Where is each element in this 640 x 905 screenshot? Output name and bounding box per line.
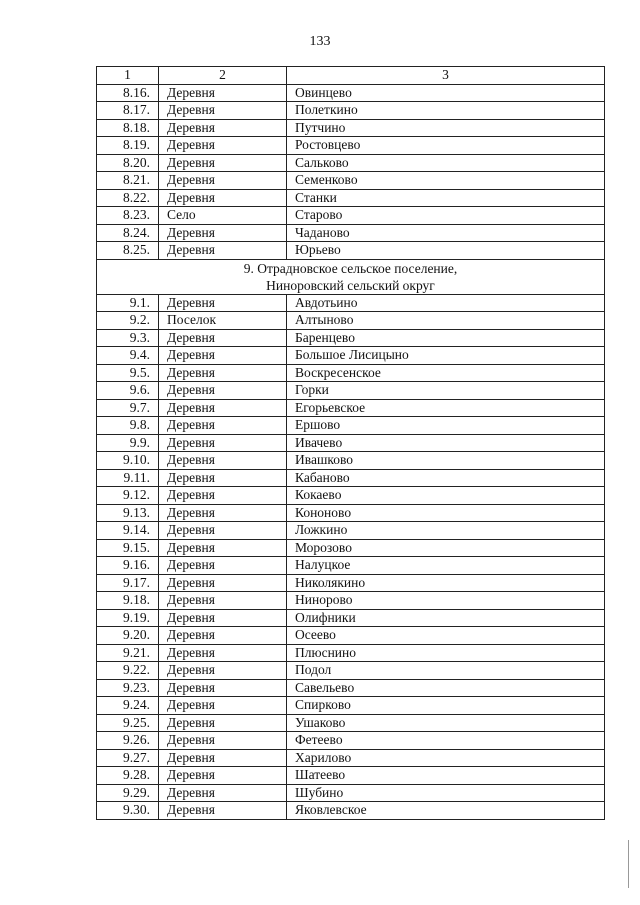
table-row <box>97 574 605 592</box>
row-number-cell: 9.8. <box>97 417 159 435</box>
table-row <box>97 102 605 120</box>
settlement-type-cell: Деревня <box>159 102 287 120</box>
settlement-type-cell: Деревня <box>159 539 287 557</box>
settlement-name-cell: Нинорово <box>287 592 605 610</box>
settlement-type-cell: Деревня <box>159 679 287 697</box>
settlement-name-cell: Ростовцево <box>287 137 605 155</box>
settlement-name-cell: Воскресенское <box>287 364 605 382</box>
row-number-cell: 8.22. <box>97 189 159 207</box>
row-number-cell: 9.5. <box>97 364 159 382</box>
settlement-type-cell: Деревня <box>159 417 287 435</box>
settlement-name-cell: Подол <box>287 662 605 680</box>
settlement-name-cell: Сальково <box>287 154 605 172</box>
row-number-cell: 8.18. <box>97 119 159 137</box>
row-number-cell: 9.12. <box>97 487 159 505</box>
settlement-name-cell: Налуцкое <box>287 557 605 575</box>
table-row <box>97 417 605 435</box>
row-number-cell: 9.25. <box>97 714 159 732</box>
table-row <box>97 172 605 190</box>
settlement-name-cell: Кокаево <box>287 487 605 505</box>
settlement-type-cell: Деревня <box>159 382 287 400</box>
settlement-type-cell: Деревня <box>159 767 287 785</box>
section-title-line-2: Ниноровский сельский округ <box>266 277 435 293</box>
table-row <box>97 224 605 242</box>
table-row <box>97 679 605 697</box>
settlement-name-cell: Ивачево <box>287 434 605 452</box>
row-number-cell: 9.17. <box>97 574 159 592</box>
table-row <box>97 802 605 820</box>
row-number-cell: 8.16. <box>97 84 159 102</box>
row-number-cell: 9.14. <box>97 522 159 540</box>
row-number-cell: 9.15. <box>97 539 159 557</box>
row-number-cell: 9.10. <box>97 452 159 470</box>
settlement-type-cell: Деревня <box>159 487 287 505</box>
row-number-cell: 9.26. <box>97 732 159 750</box>
settlement-name-cell: Фетеево <box>287 732 605 750</box>
settlement-type-cell: Село <box>159 207 287 225</box>
table-row <box>97 504 605 522</box>
row-number-cell: 9.22. <box>97 662 159 680</box>
settlement-name-cell: Ушаково <box>287 714 605 732</box>
column-header-name: 3 <box>287 67 605 85</box>
settlement-type-cell: Деревня <box>159 84 287 102</box>
settlement-name-cell: Осеево <box>287 627 605 645</box>
row-number-cell: 8.21. <box>97 172 159 190</box>
settlement-name-cell: Полеткино <box>287 102 605 120</box>
settlement-name-cell: Спирково <box>287 697 605 715</box>
table-row <box>97 294 605 312</box>
settlement-name-cell: Егорьевское <box>287 399 605 417</box>
section-heading <box>97 259 605 294</box>
settlement-name-cell: Ершово <box>287 417 605 435</box>
header-row <box>97 67 605 85</box>
row-number-cell: 9.29. <box>97 784 159 802</box>
row-number-cell: 9.3. <box>97 329 159 347</box>
settlement-name-cell: Савельево <box>287 679 605 697</box>
settlement-name-cell: Харилово <box>287 749 605 767</box>
table-row <box>97 644 605 662</box>
settlement-name-cell: Ложкино <box>287 522 605 540</box>
settlement-name-cell: Николякино <box>287 574 605 592</box>
settlement-type-cell: Деревня <box>159 592 287 610</box>
table-row <box>97 469 605 487</box>
table-row <box>97 329 605 347</box>
table-row <box>97 347 605 365</box>
settlement-name-cell: Большое Лисицыно <box>287 347 605 365</box>
row-number-cell: 9.6. <box>97 382 159 400</box>
settlement-type-cell: Деревня <box>159 434 287 452</box>
row-number-cell: 9.1. <box>97 294 159 312</box>
table-row <box>97 189 605 207</box>
settlement-type-cell: Деревня <box>159 469 287 487</box>
table-row <box>97 767 605 785</box>
settlement-name-cell: Олифники <box>287 609 605 627</box>
table-row <box>97 84 605 102</box>
table-row <box>97 592 605 610</box>
settlement-type-cell: Деревня <box>159 119 287 137</box>
table-row <box>97 487 605 505</box>
settlement-name-cell: Шубино <box>287 784 605 802</box>
settlement-type-cell: Деревня <box>159 697 287 715</box>
row-number-cell: 9.11. <box>97 469 159 487</box>
settlements-table <box>96 66 605 820</box>
settlement-type-cell: Деревня <box>159 242 287 260</box>
row-number-cell: 9.18. <box>97 592 159 610</box>
settlement-type-cell: Деревня <box>159 714 287 732</box>
settlement-type-cell: Поселок <box>159 312 287 330</box>
row-number-cell: 8.17. <box>97 102 159 120</box>
table-row <box>97 434 605 452</box>
table-row <box>97 557 605 575</box>
table-row <box>97 242 605 260</box>
settlement-type-cell: Деревня <box>159 452 287 470</box>
page-number: 133 <box>309 34 331 49</box>
settlement-type-cell: Деревня <box>159 399 287 417</box>
table-row <box>97 627 605 645</box>
settlement-name-cell: Чаданово <box>287 224 605 242</box>
settlement-name-cell: Алтыново <box>287 312 605 330</box>
row-number-cell: 9.19. <box>97 609 159 627</box>
settlement-name-cell: Авдотьино <box>287 294 605 312</box>
settlement-type-cell: Деревня <box>159 329 287 347</box>
table-row <box>97 662 605 680</box>
settlement-name-cell: Плюснино <box>287 644 605 662</box>
settlement-type-cell: Деревня <box>159 189 287 207</box>
table-row <box>97 452 605 470</box>
table-row <box>97 609 605 627</box>
table-row <box>97 749 605 767</box>
settlement-type-cell: Деревня <box>159 224 287 242</box>
settlement-type-cell: Деревня <box>159 749 287 767</box>
row-number-cell: 9.28. <box>97 767 159 785</box>
settlement-type-cell: Деревня <box>159 347 287 365</box>
settlement-type-cell: Деревня <box>159 504 287 522</box>
settlement-type-cell: Деревня <box>159 732 287 750</box>
settlement-name-cell: Юрьево <box>287 242 605 260</box>
row-number-cell: 9.16. <box>97 557 159 575</box>
settlement-type-cell: Деревня <box>159 364 287 382</box>
section-row <box>97 259 605 294</box>
settlement-name-cell: Яковлевское <box>287 802 605 820</box>
scan-margin-line <box>628 840 629 888</box>
settlement-type-cell: Деревня <box>159 644 287 662</box>
settlement-type-cell: Деревня <box>159 557 287 575</box>
table-row <box>97 119 605 137</box>
settlement-name-cell: Ивашково <box>287 452 605 470</box>
table-body-section-8 <box>97 84 605 259</box>
row-number-cell: 8.20. <box>97 154 159 172</box>
table-row <box>97 154 605 172</box>
settlement-type-cell: Деревня <box>159 154 287 172</box>
section-title-cell <box>97 259 605 294</box>
settlement-type-cell: Деревня <box>159 802 287 820</box>
settlement-name-cell: Горки <box>287 382 605 400</box>
row-number-cell: 9.13. <box>97 504 159 522</box>
settlement-name-cell: Овинцево <box>287 84 605 102</box>
column-header-type: 2 <box>159 67 287 85</box>
row-number-cell: 9.27. <box>97 749 159 767</box>
row-number-cell: 9.9. <box>97 434 159 452</box>
table-body-section-9 <box>97 294 605 819</box>
section-title-line-1: 9. Отрадновское сельское поселение, <box>243 260 458 276</box>
row-number-cell: 8.23. <box>97 207 159 225</box>
table-row <box>97 364 605 382</box>
table-row <box>97 382 605 400</box>
column-header-number: 1 <box>97 67 159 85</box>
row-number-cell: 9.30. <box>97 802 159 820</box>
table-row <box>97 784 605 802</box>
settlement-name-cell: Станки <box>287 189 605 207</box>
table-row <box>97 522 605 540</box>
settlement-name-cell: Семенково <box>287 172 605 190</box>
settlement-type-cell: Деревня <box>159 627 287 645</box>
settlement-type-cell: Деревня <box>159 784 287 802</box>
settlement-type-cell: Деревня <box>159 609 287 627</box>
row-number-cell: 9.23. <box>97 679 159 697</box>
table-header <box>97 67 605 85</box>
settlement-name-cell: Путчино <box>287 119 605 137</box>
table-row <box>97 732 605 750</box>
row-number-cell: 8.19. <box>97 137 159 155</box>
table-row <box>97 399 605 417</box>
settlement-name-cell: Кабаново <box>287 469 605 487</box>
row-number-cell: 9.2. <box>97 312 159 330</box>
settlement-type-cell: Деревня <box>159 294 287 312</box>
settlement-name-cell: Старово <box>287 207 605 225</box>
settlement-type-cell: Деревня <box>159 522 287 540</box>
table-row <box>97 697 605 715</box>
settlement-name-cell: Баренцево <box>287 329 605 347</box>
row-number-cell: 8.24. <box>97 224 159 242</box>
row-number-cell: 9.4. <box>97 347 159 365</box>
settlement-type-cell: Деревня <box>159 662 287 680</box>
table-row <box>97 312 605 330</box>
row-number-cell: 9.7. <box>97 399 159 417</box>
row-number-cell: 9.21. <box>97 644 159 662</box>
settlement-type-cell: Деревня <box>159 137 287 155</box>
settlement-type-cell: Деревня <box>159 574 287 592</box>
settlement-name-cell: Шатеево <box>287 767 605 785</box>
row-number-cell: 9.20. <box>97 627 159 645</box>
settlement-name-cell: Морозово <box>287 539 605 557</box>
row-number-cell: 8.25. <box>97 242 159 260</box>
row-number-cell: 9.24. <box>97 697 159 715</box>
table-row <box>97 137 605 155</box>
table-row <box>97 539 605 557</box>
settlement-type-cell: Деревня <box>159 172 287 190</box>
table-row <box>97 714 605 732</box>
table-row <box>97 207 605 225</box>
settlement-name-cell: Кононово <box>287 504 605 522</box>
